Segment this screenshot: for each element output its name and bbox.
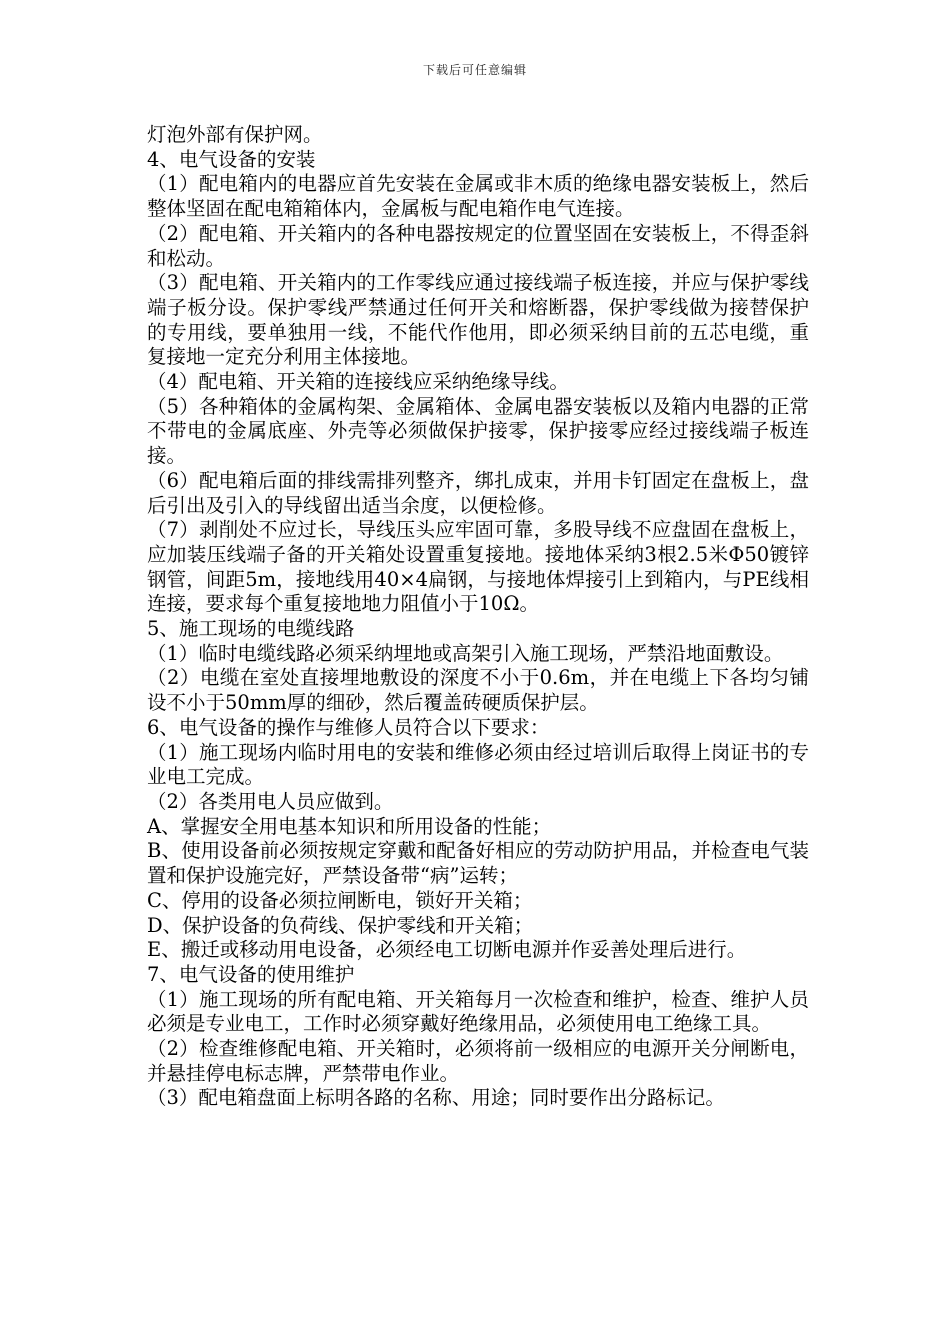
page-header-note: 下载后可任意编辑 bbox=[422, 63, 527, 77]
lettered-item: B、使用设备前必须按规定穿戴和配备好相应的劳动防护用品，并检查电气装置和保护设施完好，严禁设备带“病”运转； bbox=[147, 839, 809, 888]
list-item: （3）配电箱盘面上标明各路的名称、用途；同时要作出分路标记。 bbox=[147, 1086, 725, 1110]
list-item: （2）电缆在室处直接埋地敷设的深度不小于0.6m，并在电缆上下各均匀铺设不小于50mm厚的细砂，然后覆盖砖硬质保护层。 bbox=[147, 666, 809, 715]
section-heading: 5、施工现场的电缆线路 bbox=[147, 617, 355, 641]
list-item: （7）剥削处不应过长，导线压头应牢固可靠，多股导线不应盘固在盘板上，应加装压线端子备的开关箱处设置重复接地。接地体采纳3根2.5米Φ50镀锌钢管，间距5m，接地线用40×4扁钢，与接地体焊接引上到箱内，与PE线相连接，要求每个重复接地地力阻值小于10Ω。 bbox=[147, 518, 809, 616]
list-item: （1）施工现场内临时用电的安装和维修必须由经过培训后取得上岗证书的专业电工完成。 bbox=[147, 740, 809, 789]
list-item: （3）配电箱、开关箱内的工作零线应通过接线端子板连接，并应与保护零线端子板分设。保护零线严禁通过任何开关和熔断器，保护零线做为接替保护的专用线，要单独用一线，不能代作他用，即必须采纳目前的五芯电缆，重复接地一定充分利用主体接地。 bbox=[147, 271, 809, 369]
document-body bbox=[147, 123, 809, 1111]
list-item: （1）配电箱内的电器应首先安装在金属或非木质的绝缘电器安装板上，然后整体坚固在配电箱箱体内，金属板与配电箱作电气连接。 bbox=[147, 172, 809, 221]
lettered-item: A、掌握安全用电基本知识和所用设备的性能； bbox=[147, 814, 552, 838]
list-item: （2）各类用电人员应做到。 bbox=[147, 789, 394, 813]
list-item: （1）施工现场的所有配电箱、开关箱每月一次检查和维护，检查、维护人员必须是专业电工，工作时必须穿戴好绝缘用品，必须使用电工绝缘工具。 bbox=[147, 987, 809, 1036]
section-heading: 6、电气设备的操作与维修人员符合以下要求： bbox=[147, 715, 550, 739]
list-item: （2）检查维修配电箱、开关箱时，必须将前一级相应的电源开关分闸断电，并悬挂停电标志牌，严禁带电作业。 bbox=[147, 1037, 809, 1085]
body-line: 灯泡外部有保护网。 bbox=[147, 123, 323, 146]
section-heading: 7、电气设备的使用维护 bbox=[147, 962, 355, 986]
list-item: （6）配电箱后面的排线需排列整齐，绑扎成束，并用卡钉固定在盘板上，盘后引出及引入的导线留出适当余度，以便检修。 bbox=[147, 468, 809, 517]
list-item: （5）各种箱体的金属构架、金属箱体、金属电器安装板以及箱内电器的正常不带电的金属底座、外壳等必须做保护接零，保护接零应经过接线端子板连接。 bbox=[147, 394, 809, 468]
lettered-item: E、搬迁或移动用电设备，必须经电工切断电源并作妥善处理后进行。 bbox=[147, 938, 747, 962]
section-heading: 4、电气设备的安装 bbox=[147, 147, 316, 171]
lettered-item: C、停用的设备必须拉闸断电，锁好开关箱； bbox=[147, 888, 533, 912]
lettered-item: D、保护设备的负荷线、保护零线和开关箱； bbox=[147, 913, 534, 937]
list-item: （2）配电箱、开关箱内的各种电器按规定的位置坚固在安装板上，不得歪斜和松动。 bbox=[147, 221, 809, 270]
list-item: （1）临时电缆线路必须采纳埋地或高架引入施工现场，严禁沿地面敷设。 bbox=[147, 641, 784, 665]
list-item: （4）配电箱、开关箱的连接线应采纳绝缘导线。 bbox=[147, 370, 569, 394]
